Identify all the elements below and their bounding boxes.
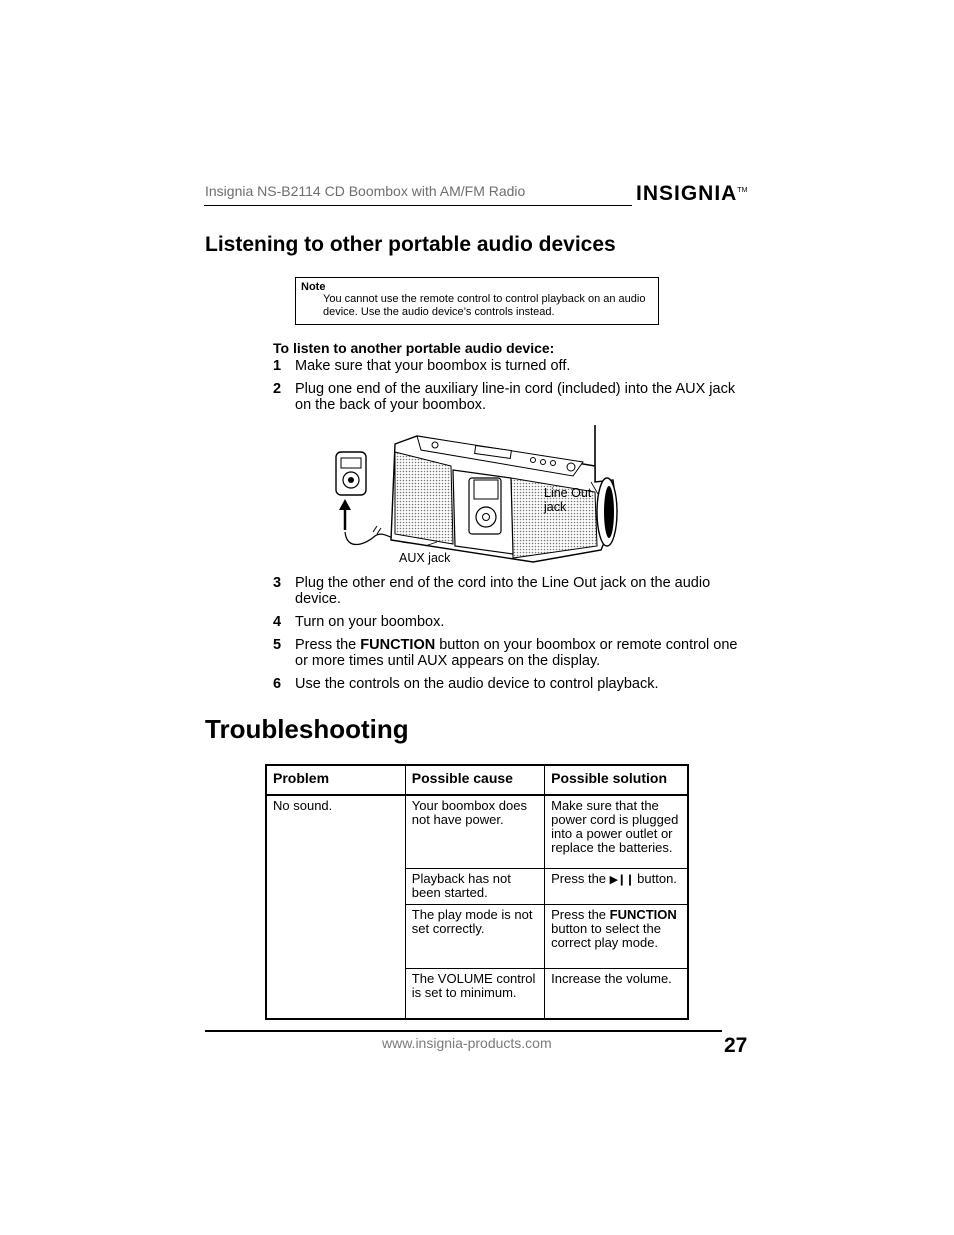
step-number: 3 <box>273 575 282 591</box>
step-5 <box>273 638 745 669</box>
column-header-cause: Possible cause <box>405 765 544 795</box>
footer-rule <box>205 1030 722 1032</box>
logo-text: INSIGNIA <box>636 182 738 205</box>
solution-cell: Press the FUNCTION button to select the correct play mode. <box>545 905 688 969</box>
troubleshooting-table <box>265 764 689 1020</box>
step-text: Use the controls on the audio device to control playback. <box>295 676 659 692</box>
step-text: Make sure that your boombox is turned off. <box>295 358 571 374</box>
step-number: 6 <box>273 676 282 692</box>
play-pause-icon: ▶❙❙ <box>609 874 634 886</box>
step-3 <box>273 576 745 607</box>
step-text: Plug the other end of the cord into the Line Out jack on the audio device. <box>295 575 711 607</box>
step-1 <box>273 359 745 375</box>
footer-url: www.insignia-products.com <box>382 1035 552 1051</box>
section-heading: Listening to other portable audio devices <box>205 233 616 256</box>
page-number: 27 <box>724 1034 748 1057</box>
running-head: Insignia NS-B2114 CD Boombox with AM/FM Radio <box>205 183 526 199</box>
procedure-title: To listen to another portable audio device: <box>273 340 555 356</box>
logo-tm: TM <box>737 187 748 194</box>
note-text: You cannot use the remote control to control playback on an audio device. Use the audio device’s controls instead. <box>323 293 646 318</box>
line-out-jack-label: Line Out jack <box>544 486 592 514</box>
step-number: 5 <box>273 637 282 653</box>
function-keyword: FUNCTION <box>360 637 436 653</box>
problem-cell: No sound. <box>273 798 333 813</box>
step-text: Press the FUNCTION button on your boombox or remote control one or more times until AUX appears on the display. <box>295 637 738 669</box>
step-4 <box>273 615 745 631</box>
aux-jack-label: AUX jack <box>399 551 451 565</box>
column-header-solution: Possible solution <box>545 765 688 795</box>
step-6 <box>273 677 745 693</box>
cause-cell: Playback has not been started. <box>405 869 544 905</box>
boombox-connection-figure <box>333 422 623 570</box>
step-number: 4 <box>273 614 282 630</box>
table-header-row <box>266 765 688 795</box>
step-number: 2 <box>273 381 282 397</box>
solution-cell: Make sure that the power cord is plugged into a power outlet or replace the batteries. <box>545 795 688 869</box>
step-2 <box>273 382 745 413</box>
cause-cell: The VOLUME control is set to minimum. <box>405 969 544 1020</box>
step-text: Plug one end of the auxiliary line-in cord (included) into the AUX jack on the back of your boombox. <box>295 381 736 413</box>
insignia-logo <box>636 182 747 206</box>
note-label: Note <box>301 281 326 293</box>
troubleshooting-heading: Troubleshooting <box>205 714 409 744</box>
function-keyword: FUNCTION <box>609 907 677 922</box>
note-box <box>295 277 659 325</box>
column-header-problem: Problem <box>266 765 405 795</box>
step-text: Turn on your boombox. <box>295 614 445 630</box>
cause-cell: Your boombox does not have power. <box>405 795 544 869</box>
table-row <box>266 795 688 869</box>
header-rule <box>204 205 632 206</box>
cause-cell: The play mode is not set correctly. <box>405 905 544 969</box>
solution-cell: Press the ▶❙❙ button. <box>545 869 688 905</box>
solution-cell: Increase the volume. <box>545 969 688 1020</box>
step-number: 1 <box>273 358 282 374</box>
